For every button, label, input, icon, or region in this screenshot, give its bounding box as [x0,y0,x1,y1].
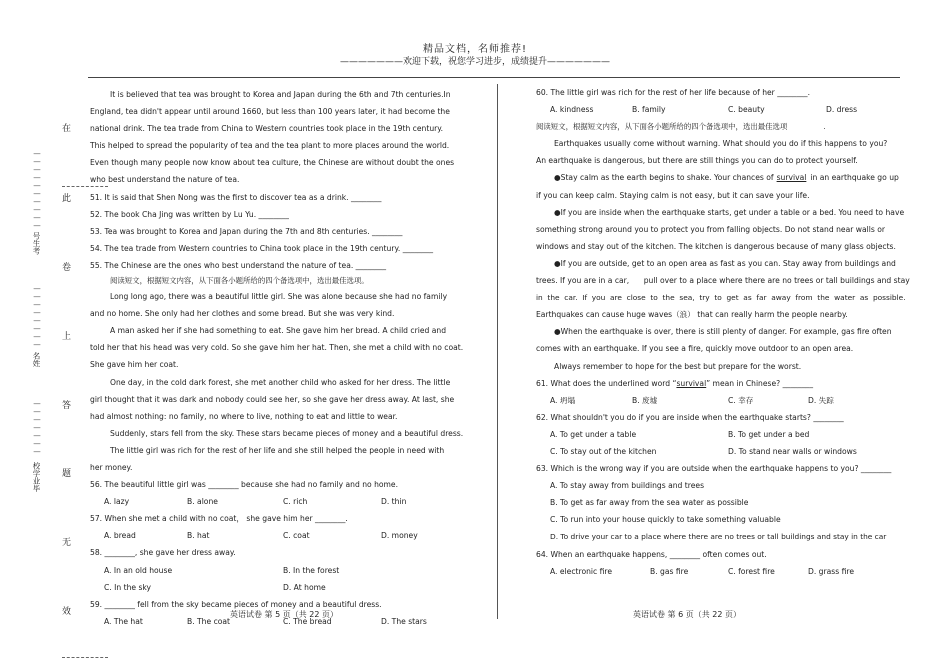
option: B. family [632,105,666,115]
school-label: 校学业毕 [32,462,41,492]
seal-char: 卷 [62,263,72,273]
passage-line: The little girl was rich for the rest of her life and she still helped the people in need with [110,445,445,455]
name-line: — — — — — — — — [33,284,41,349]
page-footer-right: 英语试卷 第 6 页（共 22 页） [633,610,741,619]
option: A. The hat [104,616,143,626]
option: C. In the sky [104,582,152,592]
option: C. The bread [283,616,332,626]
passage-line: Long long ago, there was a beautiful little girl. She was alone because she had no family [110,292,448,302]
seal-char: 无 [62,538,72,548]
option: D. dress [826,105,858,115]
option: A. electronic fire [550,566,613,576]
option: C. To run into your house quickly to take something valuable [550,515,781,525]
question-58-options-ab [90,562,490,579]
question-53: 53. Tea was brought to Korea and Japan during the 7th and 8th centuries. ________ [90,226,403,236]
option: D. The stars [381,616,427,626]
option: A. To get under a table [550,429,637,439]
passage-line: who best understand the nature of tea. [90,175,240,185]
left-column [90,86,490,630]
option: B. To get under a bed [728,429,810,439]
option: A. In an old house [104,565,173,575]
option: D. grass fire [808,566,855,576]
header-subtitle: ———————欢迎下载，祝您学习进步，成绩提升——————— [339,57,610,67]
passage-line: A man asked her if she had something to eat. She gave him her bread. A child cried and [110,326,447,336]
passage-line: This helped to spread the popularity of tea and the tea plant to more places around the world. [90,141,450,151]
question-62-options-cd [536,443,908,460]
question-63: 63. Which is the wrong way if you are outside when the earthquake happens to you? ________ [536,464,892,474]
option: D. money [381,531,418,541]
passage-line: ●Stay calm as the earth begins to shake. Your chances of survival in an earthquake go up [554,173,899,183]
option: C. coat [283,531,310,541]
passage-line: She gave him her coat. [90,360,179,370]
passage-line: had almost nothing: no family, no where to live, nothing to eat and little to wear. [90,411,398,421]
question-61: 61. What does the underlined word “survival” mean in Chinese? ________ [536,378,813,388]
option: B. 废墟 [632,395,658,405]
option: B. In the forest [283,565,340,575]
passage-line: trees. If you are in a car, pull over to a place where there are no trees or tall buildings and stay [536,276,910,286]
column-divider [497,84,498,619]
option: B. hat [187,531,210,541]
underlined-word: survival [776,173,807,183]
option: C. forest fire [728,566,775,576]
passage-line: if you can keep calm. Staying calm is not easy, but it can save your life. [536,190,810,200]
option: D. thin [381,497,407,507]
question-64-options [536,563,908,580]
passage-line: ●When the earthquake is over, there is still plenty of danger. For example, gas fire often [554,327,892,337]
question-57: 57. When she met a child with no coat， she gave him her ________. [90,514,348,524]
option: D. To drive your car to a place where there are no trees or tall buildings and stay in the car [550,532,887,542]
question-62-options-ab [536,426,908,443]
instruction: 阅读短文，根据短文内容，从下面各小题所给的四个备选项中，选出最佳选项。 [110,276,369,286]
option: D. 失踪 [808,395,834,405]
seal-char: 题 [62,469,72,479]
seal-char: 答 [62,401,72,411]
question-58-options-cd [90,579,490,596]
question-55: 55. The Chinese are the ones who best understand the nature of tea. ________ [90,260,387,270]
passage-line: in the car. If you are close to the sea, try to get as far away from the water as possible. [536,293,906,303]
question-64: 64. When an earthquake happens, ________ often comes out. [536,549,767,559]
passage-line: comes with an earthquake. If you see a fire, quickly move outdoor to an open area. [536,344,854,354]
option: A. lazy [104,497,130,507]
option: D. At home [283,582,326,592]
instruction: 阅读短文，根据短文内容，从下面各小题所给的四个备选项中，选出最佳选项 . [536,122,826,132]
passage-line: Earthquakes usually come without warning. What should you do if this happens to you? [554,139,888,149]
passage-line: One day, in the cold dark forest, she met another child who asked for her dress. The little [110,377,451,387]
page-footer-left: 英语试卷 第 5 页（共 22 页） [230,610,338,619]
name-label: 名姓 [32,352,41,367]
school-line: — — — — — — — [33,399,41,456]
option: C. beauty [728,105,765,115]
seal-char: 上 [62,332,72,342]
underlined-word: survival [676,378,707,388]
passage-line: national drink. The tea trade from China to Western countries took place in the 19th century. [90,124,444,134]
question-54: 54. The tea trade from Western countries to China took place in the 19th century. ________ [90,243,434,253]
passage-line: told her that his head was very cold. So she gave him her hat. Then, she met a child with no coat. [90,343,464,353]
option: B. alone [187,497,218,507]
passage-line: ●If you are inside when the earthquake starts, get under a table or a bed. You need to have [554,207,905,217]
passage-line: It is believed that tea was brought to Korea and Japan during the 6th and 7th centuries.In [110,90,451,99]
question-62: 62. What shouldn't you do if you are inside when the earthquake starts? ________ [536,412,844,422]
option: B. The coat [187,616,231,626]
seal-char: 在 [62,124,72,134]
header-divider [88,77,900,78]
passage-line: her money. [90,462,133,472]
passage-line: and no home. She only had her clothes and some bread. But she was very kind. [90,309,395,319]
question-51: 51. It is said that Shen Nong was the first to discover tea as a drink. ________ [90,192,382,202]
exam-no-line: — — — — — — — — — — [33,149,41,230]
passage-line: girl thought that it was dark and nobody could see her, so she gave her dress away. At last, she [90,394,455,404]
passage-line: An earthquake is dangerous, but there are still things you can do to protect yourself. [536,156,858,166]
right-column [536,84,908,580]
passage-line: Even though many people now know about tea culture, the Chinese are without doubt the ones [90,158,455,168]
seal-dash [62,657,108,658]
question-56: 56. The beautiful little girl was ________ because she had no family and no home. [90,480,399,490]
option: C. rich [283,497,308,507]
option: A. To stay away from buildings and trees [550,481,705,491]
passage-line: Earthquakes can cause huge waves（浪） that can really harm the people nearby. [536,310,848,320]
passage-line: ●If you are outside, get to an open area as fast as you can. Stay away from buildings and [554,258,896,268]
option: A. 坍塌 [550,395,576,405]
passage-line: windows and stay out of the kitchen. The kitchen is dangerous because of many glass objects. [536,241,896,251]
passage-line: Suddenly, stars fell from the sky. These stars became pieces of money and a beautiful dress. [110,428,464,438]
seal-char: 此 [62,194,72,204]
seal-char: 效 [62,607,72,617]
option: D. To stand near walls or windows [728,446,857,456]
exam-no-label: 号生考 [32,232,41,255]
passage-line: something strong around you to protect you from falling objects. Do not stand near walls or [536,224,885,234]
question-61-options [536,392,908,409]
question-60: 60. The little girl was rich for the rest of her life because of her ________. [536,88,810,97]
question-59: 59. ________ fell from the sky became pieces of money and a beautiful dress. [90,599,382,609]
option: C. To stay out of the kitchen [550,446,657,456]
header-title: 精品文档，名师推荐! [422,44,527,55]
passage-line: England, tea didn't appear until around 1660, but less than 100 years later, it had become the [90,107,450,117]
option: B. gas fire [650,566,689,576]
option: C. 幸存 [728,395,754,405]
question-52: 52. The book Cha Jing was written by Lu Yu. ________ [90,209,289,219]
option: B. To get as far away from the sea water as possible [550,498,749,508]
passage-line: Always remember to hope for the best but prepare for the worst. [554,361,802,371]
question-57-options [90,527,490,544]
question-60-options [536,101,908,118]
option: A. bread [104,531,136,541]
question-56-options [90,493,490,510]
question-58: 58. ________, she gave her dress away. [90,548,236,558]
option: A. kindness [550,105,594,115]
